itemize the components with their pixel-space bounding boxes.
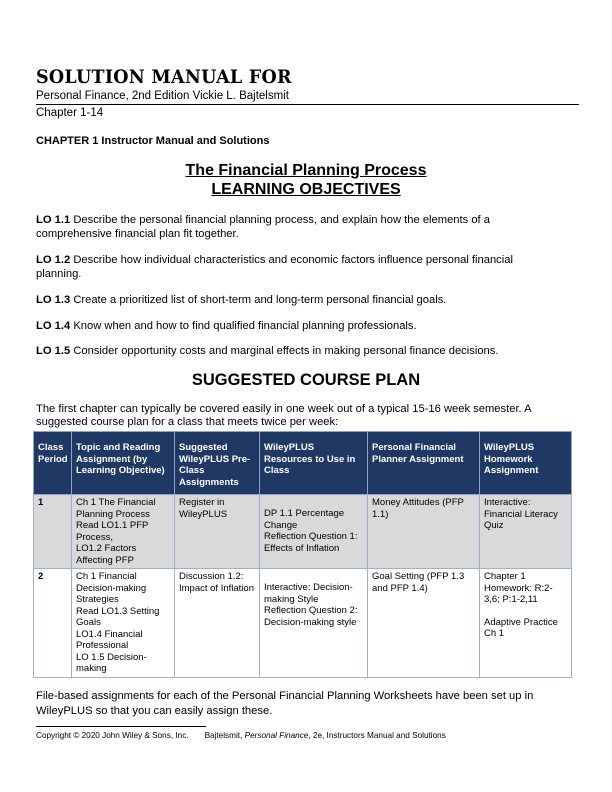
- cell-line: Ch 1 The Financial Planning Process: [76, 497, 156, 520]
- header-divider: [36, 104, 579, 105]
- lo-code: LO 1.1: [36, 214, 71, 226]
- lo-text: Create a prioritized list of short-term and long-term personal financial goals.: [73, 294, 447, 306]
- cell-line: Read LO1.3 Setting Goals: [76, 605, 160, 628]
- solution-manual-banner: SOLUTION MANUAL FOR: [36, 66, 292, 88]
- table-row: [34, 495, 572, 569]
- learning-objective-4: [36, 319, 551, 333]
- table-header-row: [34, 432, 572, 495]
- col-header-class-period: Class Period: [34, 432, 72, 495]
- chapters-line: Chapter 1-14: [36, 107, 104, 119]
- homework-cell: [480, 569, 572, 678]
- cell-line: Money Attitudes (PFP 1.1): [372, 497, 464, 520]
- topic-cell: [72, 569, 175, 678]
- book-line: Personal Finance, 2nd Edition Vickie L. Bajtelsmit: [36, 90, 289, 102]
- col-header-topic: Topic and Reading Assignment (by Learning Objective): [72, 432, 175, 495]
- learning-objective-1: [36, 213, 551, 241]
- page-title: The Financial Planning Process: [185, 162, 427, 179]
- chapter-heading: CHAPTER 1 Instructor Manual and Solutions: [36, 135, 270, 147]
- lo-code: LO 1.4: [36, 320, 71, 332]
- footer-book-title: Personal Finance: [244, 731, 309, 740]
- col-header-in-class: WileyPLUS Resources to Use in Class: [260, 432, 368, 495]
- homework-cell: [480, 495, 572, 569]
- planner-cell: [368, 495, 480, 569]
- course-plan-heading: SUGGESTED COURSE PLAN: [191, 371, 421, 389]
- col-header-preclass: Suggested WileyPLUS Pre-Class Assignments: [175, 432, 260, 495]
- page-footer: [36, 731, 446, 740]
- cell-line: Reflection Question 1: Effects of Inflation: [264, 531, 358, 554]
- col-header-planner: Personal Financial Planner Assignment: [368, 432, 480, 495]
- cell-line: DP 1.1 Percentage Change: [264, 508, 345, 531]
- preclass-cell: [175, 569, 260, 678]
- table-row: [34, 569, 572, 678]
- cell-line: Ch 1 Financial Decision-making Strategies: [76, 571, 147, 605]
- lo-code: LO 1.5: [36, 345, 71, 357]
- lo-code: LO 1.2: [36, 254, 71, 266]
- cell-line: Register in WileyPLUS: [179, 497, 228, 520]
- lo-code: LO 1.3: [36, 294, 71, 306]
- cell-line: Chapter 1 Homework: R:2-3,6; P:1-2,11: [484, 571, 553, 605]
- lo-text: Describe the personal financial planning process, and explain how the elements of a comprehensive financial plan fit together.: [36, 214, 490, 240]
- preclass-cell: [175, 495, 260, 569]
- footer-divider: [36, 726, 206, 727]
- learning-objective-3: [36, 293, 551, 307]
- class-period-cell: 2: [34, 569, 72, 678]
- lo-text: Describe how individual characteristics and economic factors influence personal financial planning.: [36, 254, 513, 280]
- in-class-cell: [260, 569, 368, 678]
- course-plan-intro: The first chapter can typically be covered easily in one week out of a typical 15-16 week semester. A suggested course plan for a class that meets twice per week:: [36, 403, 531, 428]
- cell-line: Reflection Question 2: Decision-making style: [264, 605, 358, 628]
- course-plan-table: [33, 431, 572, 678]
- planner-cell: [368, 569, 480, 678]
- cell-line: Goal Setting (PFP 1.3 and PFP 1.4): [372, 571, 465, 594]
- cell-line: LO1.4 Financial Professional: [76, 628, 143, 651]
- cell-line: Read LO1.1 PFP Process,: [76, 520, 149, 543]
- lo-text: Know when and how to find qualified financial planning professionals.: [73, 320, 417, 332]
- footer-author: Bajtelsmit,: [204, 731, 245, 740]
- learning-objective-5: [36, 344, 551, 358]
- cell-line: Adaptive Practice Ch 1: [484, 616, 558, 639]
- closing-paragraph: File-based assignments for each of the Personal Financial Planning Worksheets have been set up in WileyPLUS so that you can easily assign these.: [36, 690, 534, 717]
- footer-suffix: , 2e, Instructors Manual and Solutions: [308, 731, 446, 740]
- cell-line: Interactive: Financial Literacy Quiz: [484, 497, 558, 531]
- cell-line: LO 1.5 Decision-making: [76, 651, 147, 674]
- class-period-cell: 1: [34, 495, 72, 569]
- lo-text: Consider opportunity costs and marginal effects in making personal finance decisions.: [73, 345, 499, 357]
- cell-line: Discussion 1.2: Impact of Inflation: [179, 571, 254, 594]
- topic-cell: [72, 495, 175, 569]
- learning-objectives-heading: LEARNING OBJECTIVES: [211, 181, 401, 198]
- learning-objective-2: [36, 253, 551, 281]
- cell-line: LO1.2 Factors Affecting PFP: [76, 543, 137, 566]
- cell-line: Interactive: Decision-making Style: [264, 582, 353, 605]
- in-class-cell: [260, 495, 368, 569]
- copyright-text: Copyright © 2020 John Wiley & Sons, Inc.: [36, 731, 189, 740]
- col-header-homework: WileyPLUS Homework Assignment: [480, 432, 572, 495]
